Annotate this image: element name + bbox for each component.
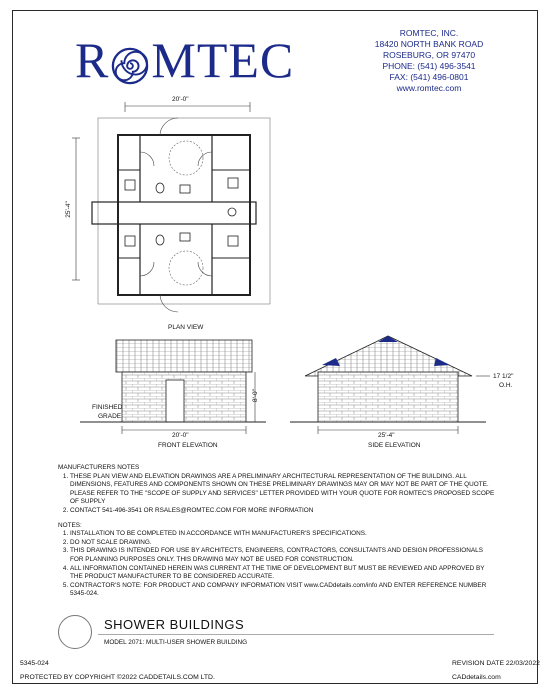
drawing-subtitle: MODEL 2071: MULTI-USER SHOWER BUILDING — [104, 639, 248, 646]
reference-number: 5345-024 — [20, 660, 49, 667]
plan-dim-depth: 25'-4" — [64, 201, 72, 218]
company-address-line2: ROSEBURG, OR 97470 — [382, 50, 476, 60]
caddetails-site[interactable]: CADdetails.com — [452, 674, 501, 681]
side-dim-overhang-1: 17 1/2" — [493, 373, 514, 380]
manufacturers-notes-heading: MANUFACTURERS NOTES — [58, 464, 140, 471]
title-circle — [58, 615, 92, 649]
plan-dim-width: 20'-0" — [172, 96, 189, 103]
notes-list — [58, 530, 498, 599]
revision-date: REVISION DATE 22/03/2022 — [452, 660, 540, 667]
side-elevation — [290, 336, 490, 434]
note-2: 2. DO NOT SCALE DRAWING. — [70, 539, 498, 548]
mfr-note-2: 2. CONTACT 541-496-3541 OR RSALES@ROMTEC.COM FOR MORE INFORMATION — [70, 507, 498, 516]
finished-grade-label-1: FINISHED — [92, 404, 123, 411]
company-fax: FAX: (541) 496-0801 — [389, 72, 469, 82]
company-address-line1: 18420 NORTH BANK ROAD — [374, 39, 484, 49]
company-phone: PHONE: (541) 496-3541 — [382, 61, 476, 71]
side-elevation-caption: SIDE ELEVATION — [368, 442, 421, 449]
side-dim-width: 25'-4" — [378, 432, 395, 439]
side-dim-overhang-2: O.H. — [499, 382, 513, 389]
copyright-notice: PROTECTED BY COPYRIGHT ©2022 CADDETAILS.COM LTD. — [20, 674, 215, 681]
front-elevation-caption: FRONT ELEVATION — [158, 442, 218, 449]
front-dim-height: 8'-0" — [251, 389, 259, 402]
plan-view-caption: PLAN VIEW — [168, 324, 204, 331]
note-4: 4. ALL INFORMATION CONTAINED HEREIN WAS CURRENT AT THE TIME OF DEVELOPMENT BUT MUST BE REVIEWED AND APPROVED BY THE PRODUCT MANUFACTURER TO BE CONSIDERED ACCURATE. — [70, 565, 498, 582]
notes-heading: NOTES: — [58, 521, 82, 529]
front-dim-width: 20'-0" — [172, 432, 189, 439]
drawing-title: SHOWER BUILDINGS — [104, 617, 245, 632]
note-5: 5. CONTRACTOR'S NOTE: FOR PRODUCT AND COMPANY INFORMATION VISIT www.CADdetails.com/info AND ENTER REFERENCE NUMBER 5345-024. — [70, 582, 498, 599]
finished-grade-label-2: GRADE — [98, 413, 122, 420]
logo-letters-mtec: MTEC — [151, 32, 295, 88]
plan-view — [72, 102, 270, 312]
note-3: 3. THIS DRAWING IS INTENDED FOR USE BY ARCHITECTS, ENGINEERS, CONTRACTORS, CONSULTANTS AND DESIGN PROFESSIONALS FOR PLANNING PURPOSES ONLY. THIS DRAWING MAY NOT BE USED FOR CONSTRUCTION. — [70, 547, 498, 564]
mfr-note-1: 1. THESE PLAN VIEW AND ELEVATION DRAWINGS ARE A PRELIMINARY ARCHITECTURAL REPRESENTATION OF THE BUILDING. ALL DIMENSIONS, FEATURES AND COMPONENTS SHOWN ON THESE PRELIMINARY DRAWINGS MAY OR MAY NOT BE PART OF THE QUOTE. PLEASE REFER TO THE "SCOPE OF SUPPLY AND SERVICES" LETTER PROVIDED WITH YOUR QUOTE FOR ROMTEC'S PROPOSED SCOPE OF SUPPLY — [70, 473, 498, 507]
manufacturers-notes-list — [58, 473, 498, 516]
company-name: ROMTEC, INC. — [399, 28, 459, 38]
title-divider — [98, 634, 494, 635]
logo-letter-r: R — [75, 32, 110, 88]
company-website: www.romtec.com — [396, 83, 462, 93]
notes-section — [58, 464, 498, 599]
note-1: 1. INSTALLATION TO BE COMPLETED IN ACCORDANCE WITH MANUFACTURER'S SPECIFICATIONS. — [70, 530, 498, 539]
